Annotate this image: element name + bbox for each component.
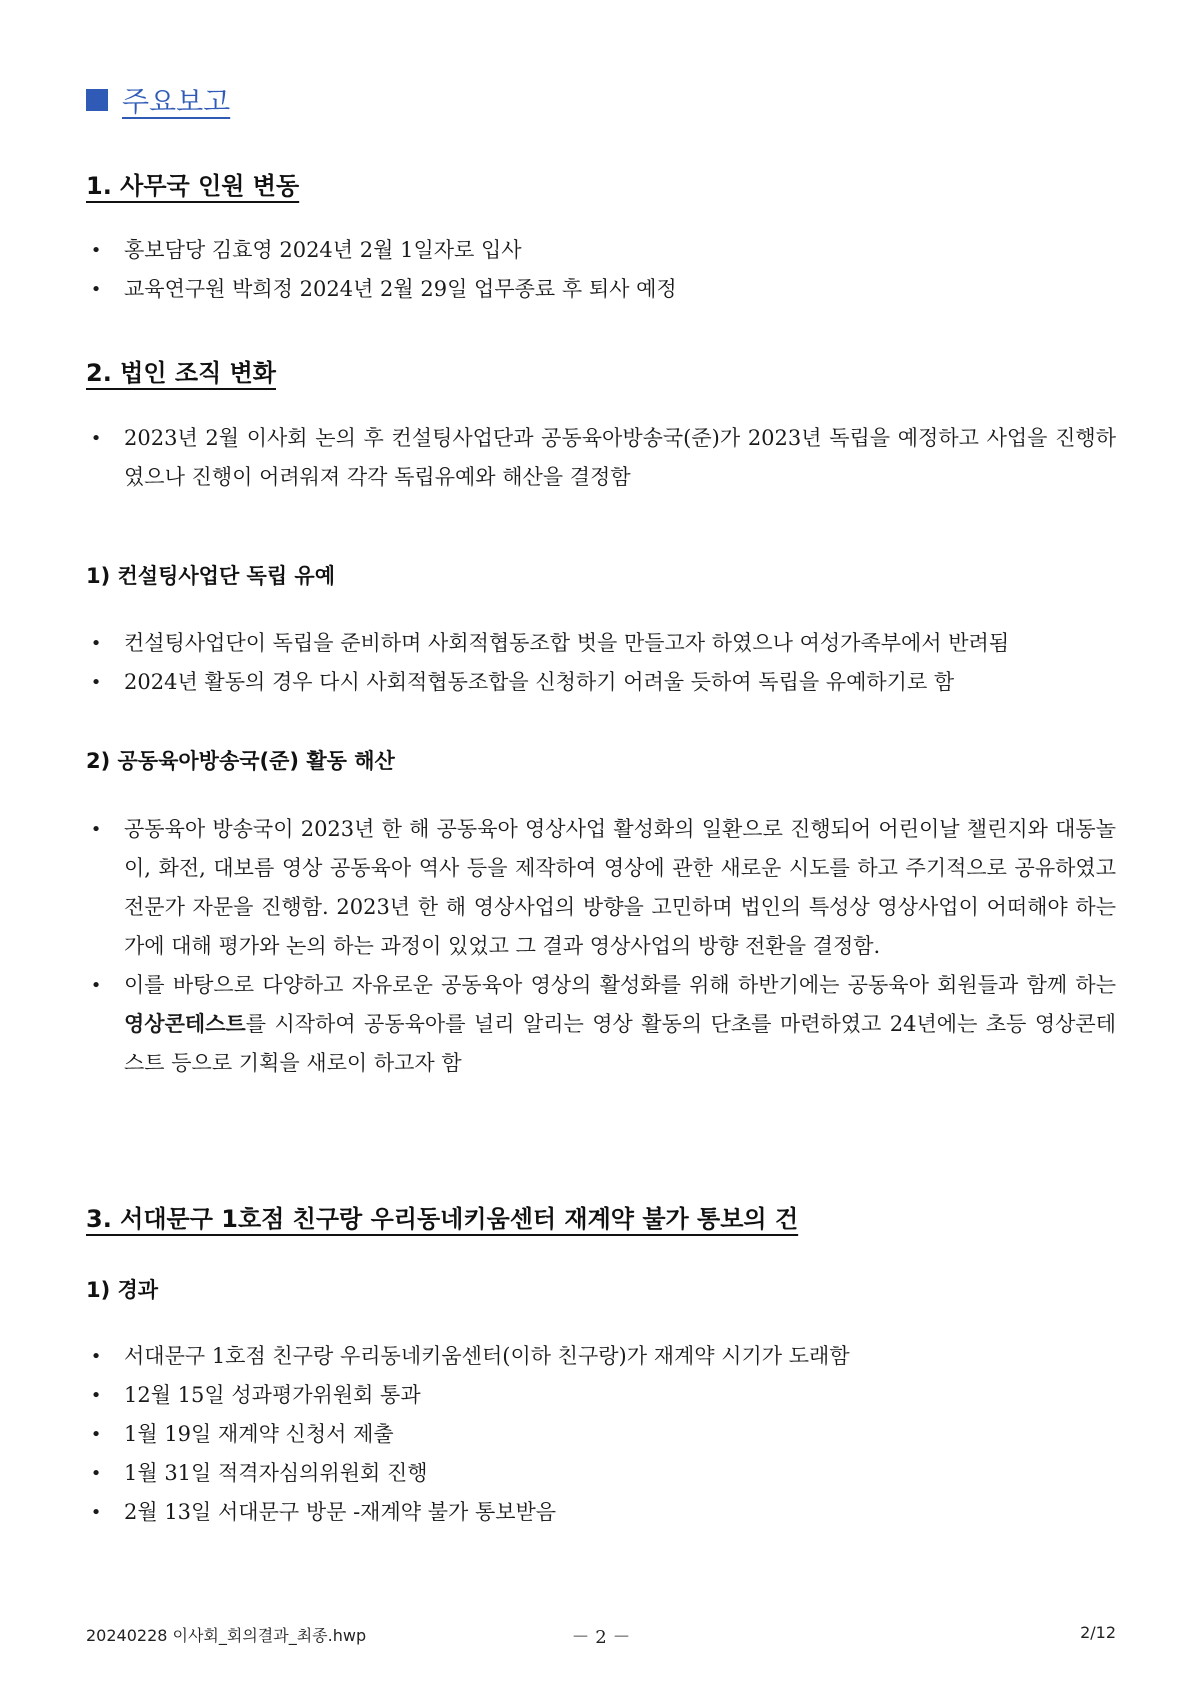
list-item-text: 1월 31일 적격자심의위원회 진행 <box>124 1461 428 1485</box>
bullet-icon: • <box>90 240 102 261</box>
section1-list <box>86 231 1116 309</box>
list-item <box>86 1454 1116 1493</box>
list-item-text: 2월 13일 서대문구 방문 -재계약 불가 통보받음 <box>124 1500 557 1524</box>
list-item-text: 2023년 2월 이사회 논의 후 컨설팅사업단과 공동육아방송국(준)가 2023년 독립을 예정하고 사업을 진행하였으나 진행이 어려워져 각각 독립유예와 해산을 결정함 <box>124 426 1116 489</box>
footer-filename: 20240228 이사회_회의결과_최종.hwp <box>86 1626 367 1645</box>
text-segment: 이를 바탕으로 다양하고 자유로운 공동육아 영상의 활성화를 위해 하반기에는 공동육아 회원들과 함께 하는 <box>124 973 1116 997</box>
list-item-text <box>124 973 1116 1075</box>
bullet-icon: • <box>90 633 102 654</box>
section3-sub1-title: 1) 경과 <box>86 1278 159 1302</box>
list-item <box>86 231 1116 270</box>
list-item <box>86 1376 1116 1415</box>
report-header <box>86 80 230 120</box>
section3-sub1-list <box>86 1337 1116 1532</box>
list-item-text: 12월 15일 성과평가위원회 통과 <box>124 1383 421 1407</box>
bullet-icon: • <box>90 279 102 300</box>
list-item <box>86 966 1116 1083</box>
section2-list <box>86 419 1116 497</box>
list-item-text: 공동육아 방송국이 2023년 한 해 공동육아 영상사업 활성화의 일환으로 진행되어 어린이날 챌린지와 대동놀이, 화전, 대보름 영상 공동육아 역사 등을 제작하여 영상에 관한 새로운 시도를 하고 주기적으로 공유하였고 전문가 자문을 진행함. 2023년 한 해 영상사업의 방향을 고민하며 법인의 특성상 영상사업이 어떠해야 하는가에 대해 평가와 논의 하는 과정이 있었고 그 결과 영상사업의 방향 전환을 결정함. <box>124 817 1116 958</box>
list-item-text: 2024년 활동의 경우 다시 사회적협동조합을 신청하기 어려울 듯하여 독립을 유예하기로 함 <box>124 670 955 694</box>
bullet-icon: • <box>90 428 102 449</box>
list-item <box>86 810 1116 966</box>
section2-sub1-list <box>86 624 1116 702</box>
bullet-icon: • <box>90 975 102 996</box>
list-item <box>86 1415 1116 1454</box>
section3-title: 3. 서대문구 1호점 친구랑 우리동네키움센터 재계약 불가 통보의 건 <box>86 1205 799 1233</box>
bullet-icon: • <box>90 819 102 840</box>
bullet-icon: • <box>90 1385 102 1406</box>
bullet-icon: • <box>90 1346 102 1367</box>
text-segment: 를 시작하여 공동육아를 널리 알리는 영상 활동의 단초를 마련하였고 24년에는 초등 영상콘테스트 등으로 기획을 새로이 하고자 함 <box>124 1012 1116 1075</box>
list-item-text: 홍보담당 김효영 2024년 2월 1일자로 입사 <box>124 238 522 262</box>
footer-page-count: 2/12 <box>1080 1623 1116 1642</box>
list-item-text: 교육연구원 박희정 2024년 2월 29일 업무종료 후 퇴사 예정 <box>124 277 677 301</box>
section2-sub1-title: 1) 컨설팅사업단 독립 유예 <box>86 564 336 588</box>
page-footer <box>86 1623 1116 1649</box>
list-item-text: 서대문구 1호점 친구랑 우리동네키움센터(이하 친구랑)가 재계약 시기가 도래함 <box>124 1344 850 1368</box>
report-title: 주요보고 <box>122 85 231 118</box>
bullet-icon: • <box>90 1463 102 1484</box>
list-item <box>86 1337 1116 1376</box>
section1-title: 1. 사무국 인원 변동 <box>86 172 300 200</box>
bullet-icon: • <box>90 1424 102 1445</box>
footer-page-marker: － 2 － <box>571 1627 631 1648</box>
section2-title: 2. 법인 조직 변화 <box>86 359 276 387</box>
section2-sub2-list <box>86 810 1116 1083</box>
list-item <box>86 419 1116 497</box>
list-item-text: 컨설팅사업단이 독립을 준비하며 사회적협동조합 벗을 만들고자 하였으나 여성가족부에서 반려됨 <box>124 631 1010 655</box>
list-item <box>86 624 1116 663</box>
list-item <box>86 663 1116 702</box>
section2-sub2-title: 2) 공동육아방송국(준) 활동 해산 <box>86 749 395 773</box>
list-item <box>86 270 1116 309</box>
bullet-icon: • <box>90 1502 102 1523</box>
list-item <box>86 1493 1116 1532</box>
emphasis-text: 영상콘테스트 <box>124 1012 246 1036</box>
list-item-text: 1월 19일 재계약 신청서 제출 <box>124 1422 394 1446</box>
bullet-icon: • <box>90 672 102 693</box>
square-icon <box>86 89 108 111</box>
